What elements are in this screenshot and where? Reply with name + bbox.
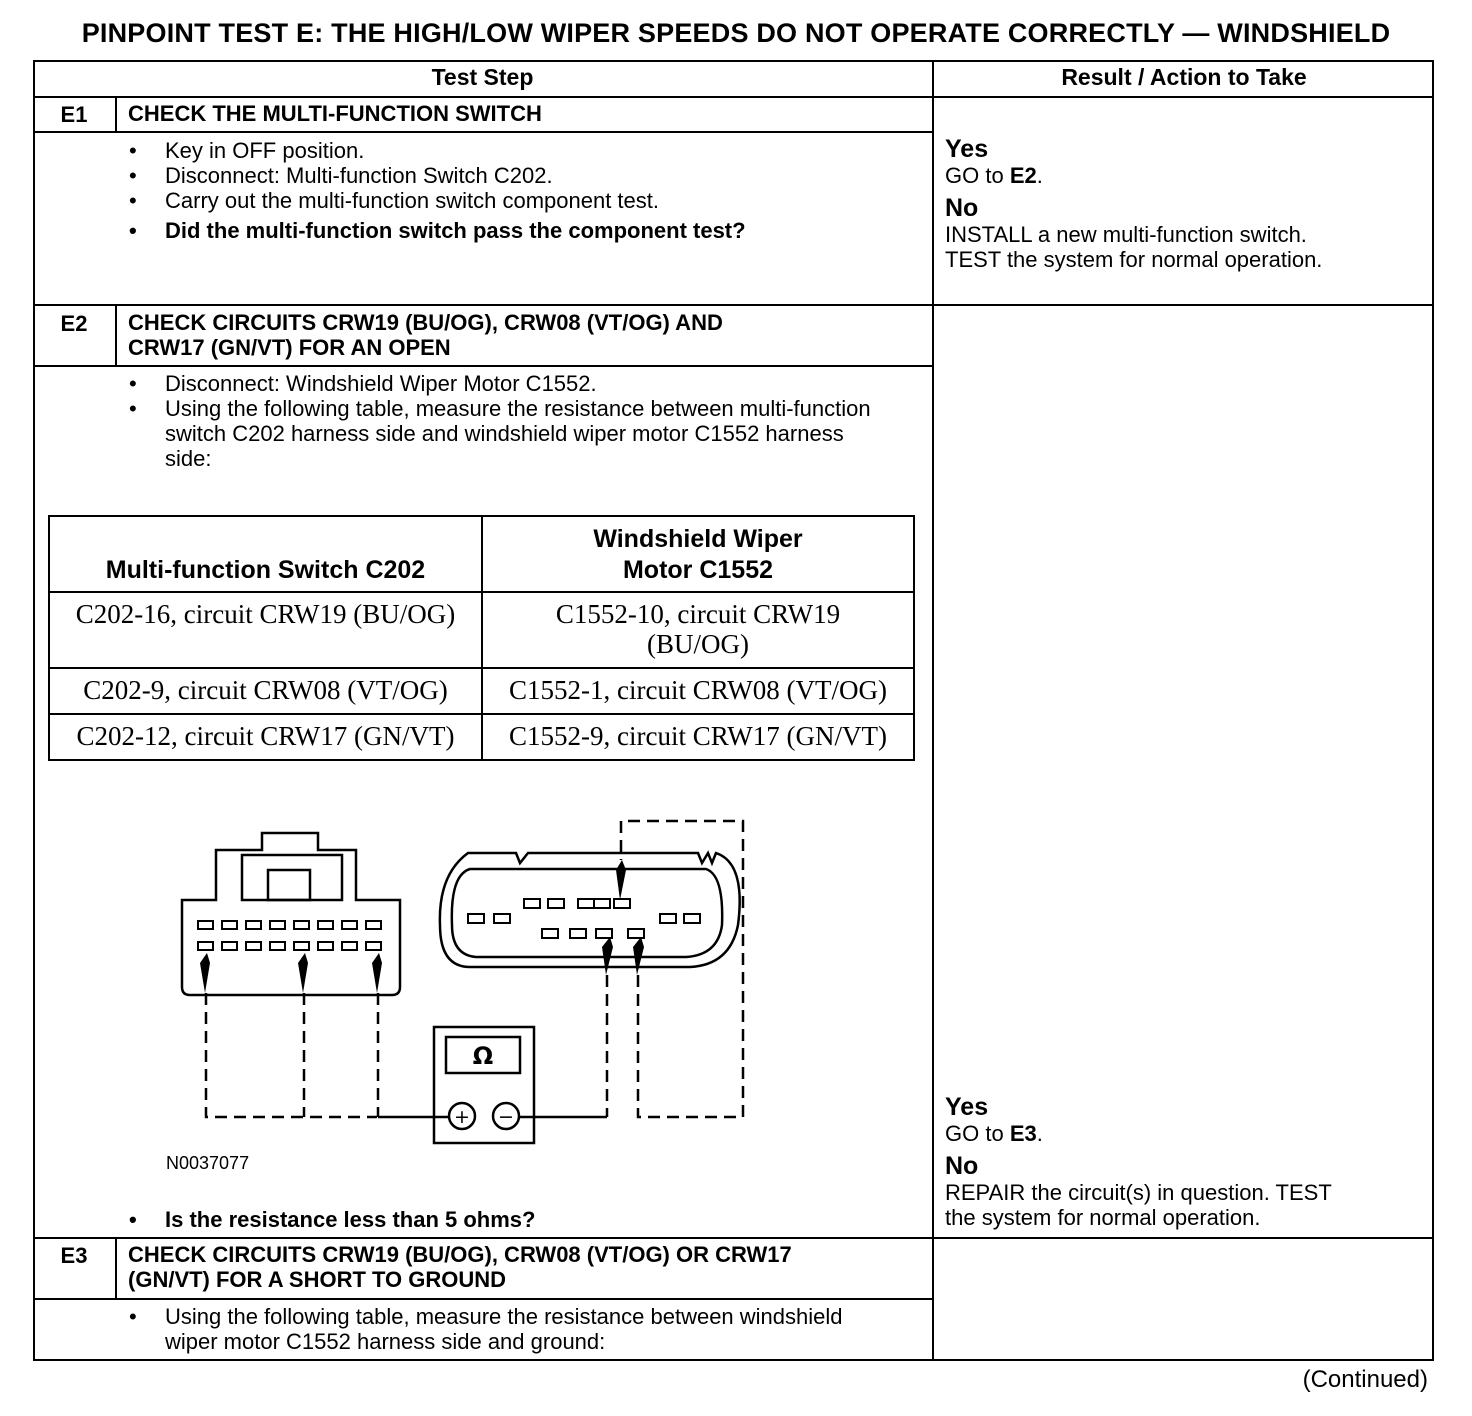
bullet-item: • Carry out the multi-function switch component test. xyxy=(117,188,917,213)
step-title-line: (GN/VT) FOR A SHORT TO GROUND xyxy=(128,1267,507,1292)
table-cell: C202-16, circuit CRW19 (BU/OG) xyxy=(49,592,482,668)
bullet-item: • Using the following table, measure the resistance between windshield wiper motor C1552 harness side and ground: xyxy=(117,1304,877,1354)
yes-label: Yes xyxy=(945,1093,989,1121)
step-title-line: CRW17 (GN/VT) FOR AN OPEN xyxy=(128,335,451,360)
header-divider xyxy=(33,96,1434,98)
step-id-divider xyxy=(115,1237,117,1300)
yes-action-end: . xyxy=(1036,1121,1043,1146)
no-label: No xyxy=(945,194,979,222)
step-title-divider xyxy=(33,131,932,133)
step-id-e1: E1 xyxy=(60,102,88,127)
step-e2-question xyxy=(117,1207,897,1232)
yes-action-text: GO to xyxy=(945,1121,1004,1146)
yes-target-step: E3 xyxy=(1009,1121,1037,1146)
table-cell: C1552-1, circuit CRW08 (VT/OG) xyxy=(482,668,914,714)
step-question: • Did the multi-function switch pass the component test? xyxy=(117,218,917,243)
step-title-line: CHECK THE MULTI-FUNCTION SWITCH xyxy=(128,101,542,126)
result-header: Result / Action to Take xyxy=(1061,64,1307,90)
no-action-line: INSTALL a new multi-function switch. xyxy=(945,222,1307,247)
step-separator xyxy=(33,304,1434,306)
column-divider xyxy=(932,60,934,1361)
step-title-e2 xyxy=(128,310,723,360)
table-row xyxy=(49,592,914,668)
step-question: • Is the resistance less than 5 ohms? xyxy=(117,1207,897,1232)
step-title-e1 xyxy=(128,101,542,126)
page-title: PINPOINT TEST E: THE HIGH/LOW WIPER SPEEDS DO NOT OPERATE CORRECTLY — WINDSHIELD xyxy=(81,18,1391,48)
step-id-e3: E3 xyxy=(60,1243,88,1268)
table-cell-text: C1552-10, circuit CRW19 (BU/OG) xyxy=(555,599,841,659)
step-e1-bullets xyxy=(117,138,917,243)
connector-diagram xyxy=(150,815,770,1155)
bullet-item: • Using the following table, measure the resistance between multi-function switch C202 harness side and windshield wiper motor C1552 harness side: xyxy=(117,396,877,471)
yes-action-end: . xyxy=(1036,163,1043,188)
step-title-line: CHECK CIRCUITS CRW19 (BU/OG), CRW08 (VT/OG) OR CRW17 xyxy=(128,1242,792,1267)
test-step-header: Test Step xyxy=(431,64,534,90)
c202-connector-icon xyxy=(182,833,400,995)
c202-pins xyxy=(198,921,381,950)
step-id-e2: E2 xyxy=(60,311,88,336)
column-header-text: Windshield Wiper Motor C1552 xyxy=(593,525,803,584)
probe-tips xyxy=(200,860,644,993)
table-row xyxy=(49,714,914,760)
no-action-line: the system for normal operation. xyxy=(945,1205,1261,1230)
table-cell: C202-9, circuit CRW08 (VT/OG) xyxy=(49,668,482,714)
no-action-line: REPAIR the circuit(s) in question. TEST xyxy=(945,1180,1332,1205)
yes-action-text: GO to xyxy=(945,163,1004,188)
no-action-line: TEST the system for normal operation. xyxy=(945,247,1323,272)
step-title-divider xyxy=(33,1298,932,1300)
c1552-pins xyxy=(468,899,700,938)
circuit-table xyxy=(48,515,915,761)
result-e1 xyxy=(945,135,1425,272)
step-title-divider xyxy=(33,365,932,367)
step-title-e3 xyxy=(128,1242,792,1292)
yes-action xyxy=(945,1121,1425,1146)
table-cell: C202-12, circuit CRW17 (GN/VT) xyxy=(49,714,482,760)
step-id-divider xyxy=(115,96,117,133)
step-e3-bullets xyxy=(117,1304,877,1354)
meter-symbol: Ω xyxy=(472,1042,494,1070)
table-cell xyxy=(482,592,914,668)
column-header: Multi-function Switch C202 xyxy=(49,516,482,592)
step-title-line: CHECK CIRCUITS CRW19 (BU/OG), CRW08 (VT/OG) AND xyxy=(128,310,723,335)
yes-action xyxy=(945,163,1425,188)
bullet-item: • Key in OFF position. xyxy=(117,138,917,163)
table-row xyxy=(49,668,914,714)
yes-label: Yes xyxy=(945,135,989,163)
step-separator xyxy=(33,1237,1434,1239)
minus-terminal: − xyxy=(498,1106,514,1128)
table-cell: C1552-9, circuit CRW17 (GN/VT) xyxy=(482,714,914,760)
column-header xyxy=(482,516,914,592)
bullet-item: • Disconnect: Windshield Wiper Motor C1552. xyxy=(117,371,877,396)
step-e2-bullets xyxy=(117,371,877,471)
bullet-item: • Disconnect: Multi-function Switch C202. xyxy=(117,163,917,188)
continued-label: (Continued) xyxy=(1302,1366,1428,1393)
plus-terminal: + xyxy=(454,1106,470,1128)
figure-code: N0037077 xyxy=(166,1153,250,1173)
no-label: No xyxy=(945,1152,979,1180)
yes-target-step: E2 xyxy=(1009,163,1037,188)
step-id-divider xyxy=(115,304,117,366)
result-e2 xyxy=(945,1093,1425,1230)
